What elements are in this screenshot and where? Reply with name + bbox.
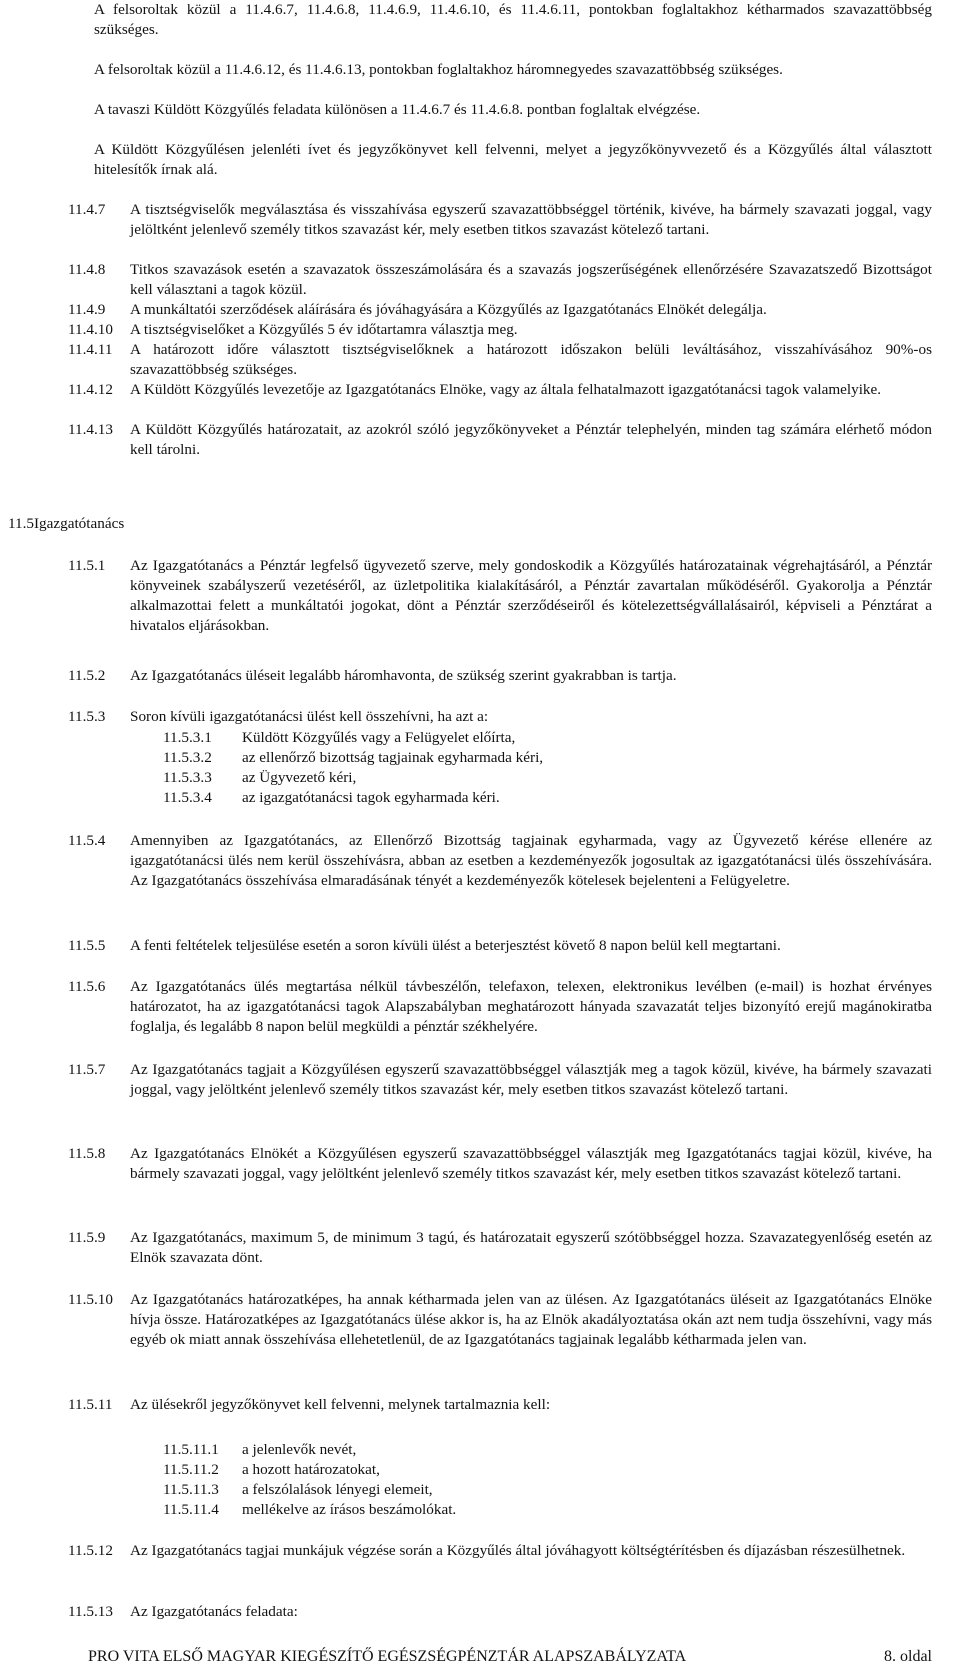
section-title: Igazgatótanács bbox=[34, 515, 125, 532]
clause-number: 11.4.10 bbox=[68, 321, 113, 338]
clause-number: 11.4.9 bbox=[68, 301, 106, 318]
clause-number: 11.4.13 bbox=[68, 421, 113, 438]
clause-number: 11.4.12 bbox=[68, 381, 113, 398]
clause-text: Az Igazgatótanács feladata: bbox=[130, 1603, 298, 1620]
clause-number: 11.5.9 bbox=[68, 1229, 106, 1246]
footer-title: PRO VITA ELSŐ MAGYAR KIEGÉSZÍTŐ EGÉSZSÉGPÉNZTÁR ALAPSZABÁLYZATA bbox=[88, 1648, 687, 1665]
subitem-text: Küldött Közgyűlés vagy a Felügyelet előírta, bbox=[242, 729, 516, 746]
subitem-text: az Ügyvezető kéri, bbox=[242, 769, 357, 786]
subitem-text: az igazgatótanácsi tagok egyharmada kéri. bbox=[242, 789, 500, 806]
intro-paragraph-1: A felsoroltak közül a 11.4.6.7, 11.4.6.8, 11.4.6.9, 11.4.6.10, és 11.4.6.11, pontokban foglaltakhoz kétharmados szavazattöbbség szükséges. bbox=[94, 1, 932, 38]
clause-number: 11.4.8 bbox=[68, 261, 106, 278]
subitem-number: 11.5.3.2 bbox=[163, 749, 212, 766]
clause-text: A Küldött Közgyűlés határozatait, az azokról szóló jegyzőkönyveket a Pénztár telephelyén, minden tag számára elérhető módon kell tárolni. bbox=[130, 421, 932, 458]
clause-number: 11.5.8 bbox=[68, 1145, 106, 1162]
subitem-text: a hozott határozatokat, bbox=[242, 1461, 380, 1478]
clause-text: Az Igazgatótanács határozatképes, ha annak kétharmada jelen van az ülésen. Az Igazgatótanács üléseit az Igazgatótanács Elnöke hívja össze. Határozatképes az Igazgatótanács ülése akkor is, ha az Elnök akadályoztatása okán azt nem tudja összehívni, vagy más egyéb ok miatt annak összehívása ellehetetlenül, de az Igazgatótanács tagjainak legalább kétharmada jelen van. bbox=[130, 1291, 932, 1348]
clause-text: Az Igazgatótanács tagjai munkájuk végzése során a Közgyűlés által jóváhagyott költségtérítésben és díjazásban részesülhetnek. bbox=[130, 1542, 906, 1559]
clause-number: 11.5.1 bbox=[68, 557, 106, 574]
clause-text: A tisztségviselőket a Közgyűlés 5 év időtartamra választja meg. bbox=[130, 321, 518, 338]
clause-text: Az Igazgatótanács, maximum 5, de minimum 3 tagú, és határozatait egyszerű szótöbbséggel hozza. Szavazategyenlőség esetén az Elnök szavazata dönt. bbox=[130, 1229, 932, 1266]
clause-number: 11.5.6 bbox=[68, 978, 106, 995]
clause-number: 11.5.10 bbox=[68, 1291, 113, 1308]
clause-number: 11.5.5 bbox=[68, 937, 106, 954]
clause-number: 11.4.11 bbox=[68, 341, 113, 358]
clause-number: 11.5.12 bbox=[68, 1542, 113, 1559]
subitem-number: 11.5.11.4 bbox=[163, 1501, 219, 1518]
clause-text: Az Igazgatótanács tagjait a Közgyűlésen egyszerű szavazattöbbséggel választják meg a tagok közül, kivéve, ha bármely szavazati joggal, vagy jelöltként jelenlevő személy titkos szavazást kér, mely esetben titkos szavazást kötelező tartani. bbox=[130, 1061, 932, 1098]
clause-number: 11.5.2 bbox=[68, 667, 106, 684]
clause-text: A munkáltatói szerződések aláírására és jóváhagyására a Közgyűlés az Igazgatótanács Elnökét delegálja. bbox=[130, 301, 767, 318]
clause-text: Az Igazgatótanács üléseit legalább háromhavonta, de szükség szerint gyakrabban is tartja. bbox=[130, 667, 677, 684]
section-number: 11.5 bbox=[8, 515, 35, 532]
clause-number: 11.5.4 bbox=[68, 832, 106, 849]
subitem-number: 11.5.3.4 bbox=[163, 789, 212, 806]
subitem-number: 11.5.11.1 bbox=[163, 1441, 219, 1458]
intro-paragraph-2: A felsoroltak közül a 11.4.6.12, és 11.4.6.13, pontokban foglaltakhoz háromnegyedes szavazattöbbség szükséges. bbox=[94, 61, 783, 78]
clause-number: 11.4.7 bbox=[68, 201, 106, 218]
clause-number: 11.5.11 bbox=[68, 1396, 113, 1413]
clause-text: Titkos szavazások esetén a szavazatok összeszámolására és a szavazás jogszerűségének ellenőrzésére Szavazatszedő Bizottságot kell választani a tagok közül. bbox=[130, 261, 932, 298]
clause-text: Az Igazgatótanács ülés megtartása nélkül távbeszélőn, telefaxon, telexen, elektronikus levélben (e-mail) is hozhat érvényes határozatot, ha az igazgatótanácsi tagok Alapszabályban meghatározott hányada szavazatát teljes bizonyító erejű magánokiratba foglalja, és legalább 8 napon belül megküldi a pénztár székhelyére. bbox=[130, 978, 932, 1035]
intro-paragraph-3: A tavaszi Küldött Közgyűlés feladata különösen a 11.4.6.7 és 11.4.6.8. pontban foglaltak elvégzése. bbox=[94, 101, 701, 118]
clause-text: A fenti feltételek teljesülése esetén a soron kívüli ülést a beterjesztést követő 8 napon belül kell megtartani. bbox=[130, 937, 781, 954]
intro-paragraph-4: A Küldött Közgyűlésen jelenléti ívet és jegyzőkönyvet kell felvenni, melyet a jegyzőkönyvvezető és a Közgyűlés által választott hitelesítők írnak alá. bbox=[94, 141, 932, 178]
subitem-number: 11.5.11.2 bbox=[163, 1461, 219, 1478]
clause-text: Soron kívüli igazgatótanácsi ülést kell összehívni, ha azt a: bbox=[130, 708, 489, 725]
page-number: 8. oldal bbox=[884, 1648, 932, 1665]
subitem-text: mellékelve az írásos beszámolókat. bbox=[242, 1501, 457, 1518]
clause-text: A tisztségviselők megválasztása és visszahívása egyszerű szavazattöbbséggel történik, kivéve, ha bármely szavazati joggal, vagy jelöltként jelenlevő személy titkos szavazást kér, mely esetben titkos szavazást kötelező tartani. bbox=[130, 201, 932, 238]
subitem-number: 11.5.11.3 bbox=[163, 1481, 219, 1498]
clause-text: Az ülésekről jegyzőkönyvet kell felvenni, melynek tartalmaznia kell: bbox=[130, 1396, 551, 1413]
subitem-number: 11.5.3.1 bbox=[163, 729, 212, 746]
subitem-text: a felszólalások lényegi elemeit, bbox=[242, 1481, 433, 1498]
clause-text: A határozott időre választott tisztségviselőknek a határozott időszakon belüli leváltásához, visszahívásához 90%-os szavazattöbbség szükséges. bbox=[130, 341, 932, 378]
clause-text: A Küldött Közgyűlés levezetője az Igazgatótanács Elnöke, vagy az általa felhatalmazott igazgatótanácsi tagok valamelyike. bbox=[130, 381, 882, 398]
clause-number: 11.5.3 bbox=[68, 708, 106, 725]
clause-number: 11.5.13 bbox=[68, 1603, 113, 1620]
clause-number: 11.5.7 bbox=[68, 1061, 106, 1078]
subitem-text: a jelenlevők nevét, bbox=[242, 1441, 357, 1458]
clause-text: Az Igazgatótanács Elnökét a Közgyűlésen egyszerű szavazattöbbséggel választják meg Igazgatótanács tagjai közül, kivéve, ha bármely szavazati joggal, vagy jelöltként jelenlevő személy titkos szavazást kér, mely esetben titkos szavazást kötelező tartani. bbox=[130, 1145, 932, 1182]
subitem-number: 11.5.3.3 bbox=[163, 769, 212, 786]
clause-text: Az Igazgatótanács a Pénztár legfelső ügyvezető szerve, mely gondoskodik a Közgyűlés határozatainak végrehajtásáról, a Pénztár könyveinek szabályszerű vezetéséről, az üzletpolitika kialakításáról, a Pénztár zavartalan működéséről. Gyakorolja a Pénztár alkalmazottai felett a munkáltatói jogokat, dönt a Pénztár szerződéseiről és kötelezettségvállalásairól, képviseli a Pénztárat a hivatalos eljárásokban. bbox=[130, 557, 932, 634]
subitem-text: az ellenőrző bizottság tagjainak egyharmada kéri, bbox=[242, 749, 544, 766]
clause-text: Amennyiben az Igazgatótanács, az Ellenőrző Bizottság tagjainak egyharmada, vagy az Ügyvezető kérése ellenére az igazgatótanácsi ülés nem kerül összehívásra, abban az esetben a kezdeményezők jogosultak az igazgatótanácsi ülés összehívására. Az Igazgatótanács összehívása elmaradásának tényét a kezdeményezők kötelesek bejelenteni a Felügyeletre. bbox=[130, 832, 932, 889]
